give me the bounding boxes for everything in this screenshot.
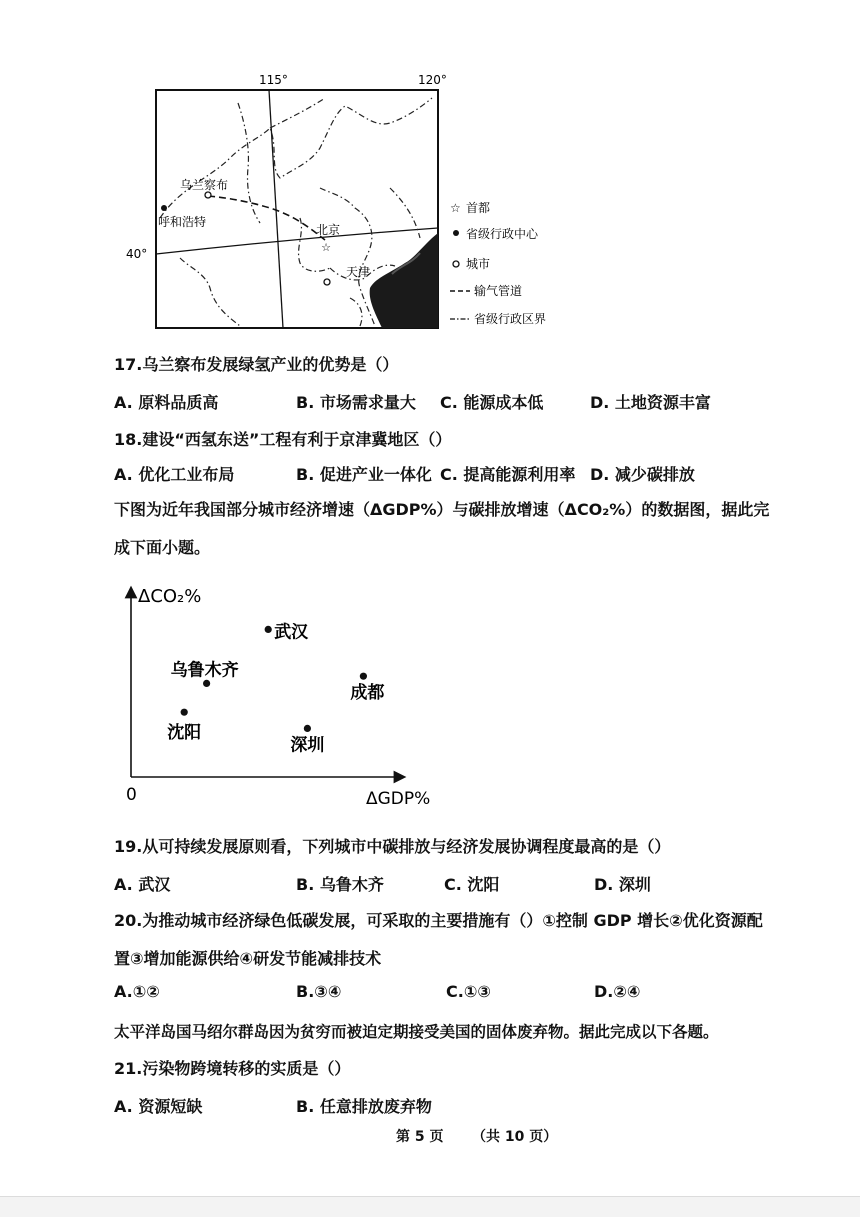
- question-21-stem: 21.污染物跨境转移的实质是（）: [114, 1059, 351, 1078]
- point-3: [181, 709, 188, 716]
- legend-star-icon: ☆: [450, 201, 461, 215]
- regional-map: [120, 68, 560, 338]
- legend-pipeline-label: 输气管道: [474, 284, 523, 298]
- q20-option-c: C.①③: [446, 982, 491, 1001]
- map-legend: [450, 200, 546, 326]
- wulanchabu-label: 乌兰察布: [180, 178, 229, 192]
- q21-option-a: A. 资源短缺: [114, 1097, 203, 1116]
- q21-option-b: B. 任意排放废弃物: [296, 1097, 432, 1116]
- q20-option-a: A.①②: [114, 982, 160, 1001]
- lon-label-120: 120°: [418, 73, 447, 87]
- q18-option-b: B. 促进产业一体化: [296, 465, 432, 484]
- waste-intro: 太平洋岛国马绍尔群岛因为贫穷而被迫定期接受美国的固体废弃物。据此完成以下各题。: [114, 1022, 719, 1041]
- lat-label-40: 40°: [126, 247, 148, 261]
- question-19-stem: 19.从可持续发展原则看，下列城市中碳排放与经济发展协调程度最高的是（）: [114, 837, 671, 856]
- legend-boundary-label: 省级行政区界: [474, 312, 547, 326]
- question-20-stem-line-1: 20.为推动城市经济绿色低碳发展，可采取的主要措施有（）①控制 GDP 增长②优化资源配: [114, 911, 763, 930]
- point-label-0: 武汉: [274, 622, 309, 643]
- scatter-chart: [100, 580, 460, 816]
- question-17-stem: 17.乌兰察布发展绿氢产业的优势是（）: [114, 355, 399, 374]
- q17-option-b: B. 市场需求量大: [296, 393, 416, 412]
- q20-option-b: B.③④: [296, 982, 342, 1001]
- x-axis-label: ΔGDP%: [366, 789, 431, 809]
- point-2: [360, 673, 367, 680]
- gas-pipeline: [208, 196, 325, 240]
- origin-label: 0: [126, 785, 137, 805]
- wulanchabu-marker: [205, 192, 211, 198]
- sea-area: [370, 233, 438, 328]
- point-label-4: 深圳: [290, 735, 325, 756]
- legend-capital-label: 首都: [466, 201, 491, 215]
- scatter-points: [166, 621, 384, 755]
- chart-intro-line-1: 下图为近年我国部分城市经济增速（ΔGDP%）与碳排放增速（ΔCO₂%）的数据图，据此完: [114, 500, 770, 519]
- beijing-marker: ☆: [321, 241, 331, 254]
- chart-intro-line-2: 成下面小题。: [114, 538, 211, 557]
- page-total: （共 10 页）: [472, 1129, 558, 1145]
- question-20-stem-line-2: 置③增加能源供给④研发节能减排技术: [114, 949, 382, 968]
- point-label-3: 沈阳: [167, 723, 202, 744]
- page-bottom-edge: [0, 1196, 860, 1217]
- q20-option-d: D.②④: [594, 982, 641, 1001]
- y-axis-label: ΔCO₂%: [138, 586, 202, 607]
- parallel-40: [156, 228, 438, 254]
- q17-option-d: D. 土地资源丰富: [590, 393, 711, 412]
- point-0: [265, 626, 272, 633]
- legend-provincial-center-label: 省级行政中心: [466, 227, 539, 241]
- page-number: 第 5 页: [396, 1129, 444, 1145]
- q18-option-c: C. 提高能源利用率: [440, 465, 576, 484]
- point-1: [203, 680, 210, 687]
- q19-option-c: C. 沈阳: [444, 875, 500, 894]
- tianjin-marker: [324, 279, 330, 285]
- q17-option-c: C. 能源成本低: [440, 393, 544, 412]
- q18-option-a: A. 优化工业布局: [114, 465, 235, 484]
- beijing-label: 北京: [316, 223, 341, 237]
- q18-option-d: D. 减少碳排放: [590, 465, 695, 484]
- point-4: [304, 725, 311, 732]
- point-label-1: 乌鲁木齐: [170, 660, 239, 681]
- legend-dot-icon: [453, 230, 459, 236]
- hohhot-label: 呼和浩特: [158, 215, 207, 229]
- q19-option-a: A. 武汉: [114, 875, 171, 894]
- point-label-2: 成都: [350, 683, 385, 704]
- q17-option-a: A. 原料品质高: [114, 393, 219, 412]
- q19-option-d: D. 深圳: [594, 875, 651, 894]
- lon-label-115: 115°: [259, 73, 288, 87]
- meridian-115: [269, 90, 283, 328]
- question-18-stem: 18.建设“西氢东送”工程有利于京津冀地区（）: [114, 430, 452, 449]
- legend-circle-icon: [453, 261, 459, 267]
- q19-option-b: B. 乌鲁木齐: [296, 875, 384, 894]
- hohhot-marker: [161, 205, 167, 211]
- legend-city-label: 城市: [466, 257, 491, 271]
- tianjin-label: 天津: [346, 265, 371, 279]
